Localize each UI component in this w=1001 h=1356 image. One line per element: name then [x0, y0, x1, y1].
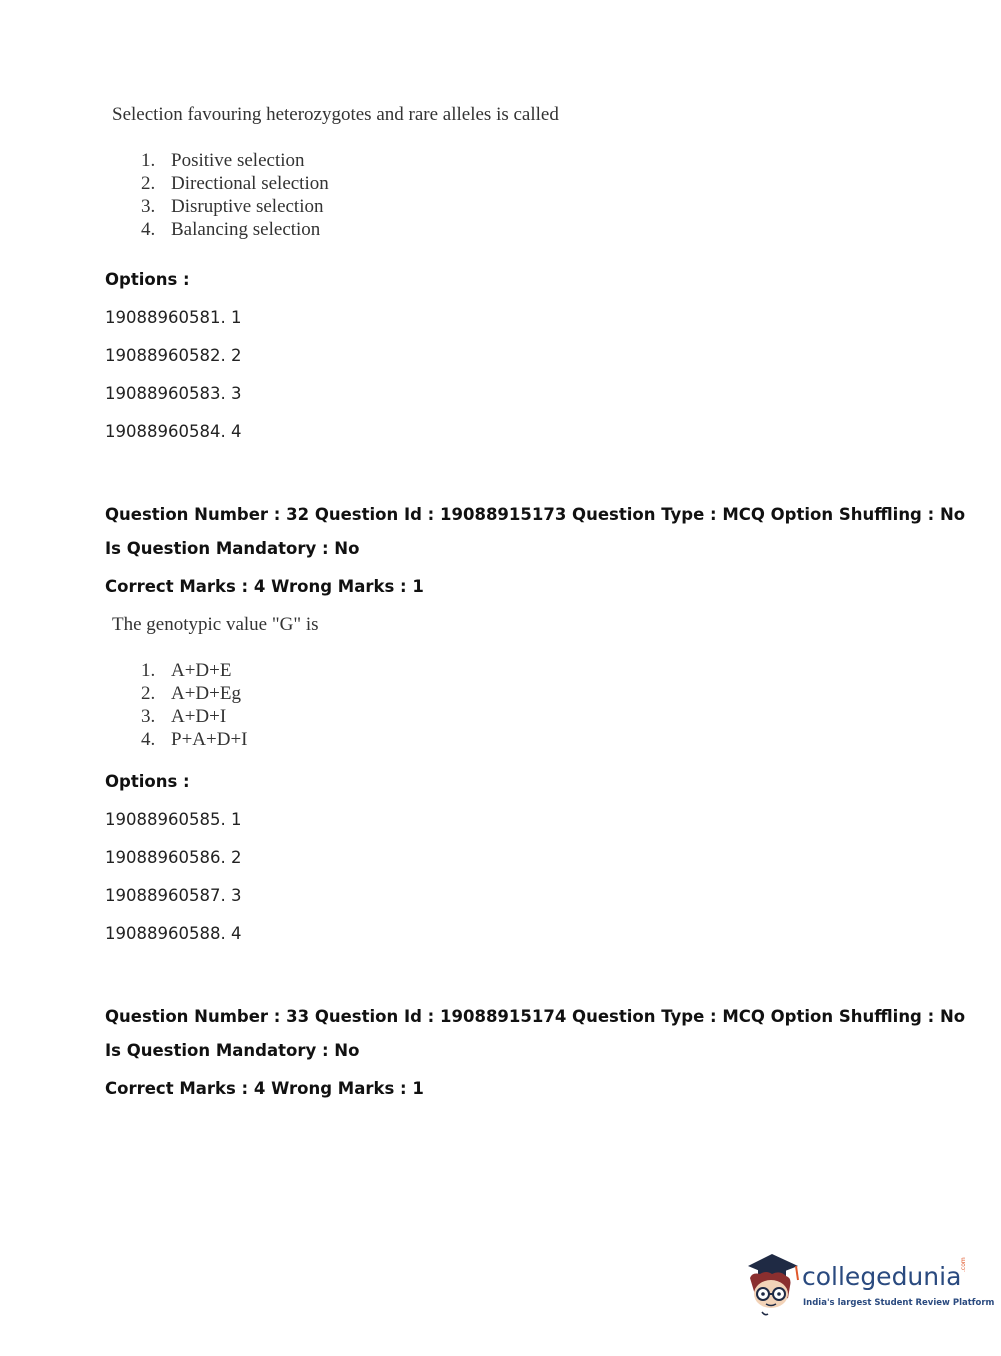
logo-tagline: India's largest Student Review Platform — [803, 1298, 995, 1308]
choice-item — [141, 196, 324, 218]
choice-number: 2. — [141, 683, 156, 704]
option-item: 19088960585. 1 — [105, 810, 242, 829]
question-header: Question Number : 33 Question Id : 19088915174 Question Type : MCQ Option Shuffling : No — [105, 1007, 966, 1026]
choice-number: 3. — [141, 196, 156, 217]
question-mandatory: Is Question Mandatory : No — [105, 1041, 360, 1060]
choice-item — [141, 729, 247, 751]
option-item: 19088960582. 2 — [105, 346, 242, 365]
options-label: Options : — [105, 772, 190, 791]
choice-number: 2. — [141, 173, 156, 194]
option-item: 19088960581. 1 — [105, 308, 242, 327]
logo-dotcom: .com — [960, 1257, 967, 1272]
question-marks: Correct Marks : 4 Wrong Marks : 1 — [105, 577, 424, 596]
question-text: Selection favouring heterozygotes and rare alleles is called — [112, 104, 559, 125]
choice-text: Disruptive selection — [171, 196, 324, 217]
choice-text: A+D+Eg — [171, 683, 241, 704]
mascot-icon — [742, 1250, 802, 1320]
choice-text: A+D+I — [171, 706, 227, 727]
option-item: 19088960587. 3 — [105, 886, 242, 905]
option-item: 19088960583. 3 — [105, 384, 242, 403]
choice-text: Directional selection — [171, 173, 329, 194]
option-item: 19088960588. 4 — [105, 924, 242, 943]
choice-item — [141, 706, 226, 728]
choice-number: 4. — [141, 729, 156, 750]
logo-wordmark: collegedunia — [802, 1262, 962, 1291]
collegedunia-logo — [742, 1250, 995, 1320]
choice-number: 1. — [141, 150, 156, 171]
options-label: Options : — [105, 270, 190, 289]
option-item: 19088960584. 4 — [105, 422, 242, 441]
question-header: Question Number : 32 Question Id : 19088915173 Question Type : MCQ Option Shuffling : No — [105, 505, 966, 524]
choice-number: 3. — [141, 706, 156, 727]
choice-item — [141, 219, 320, 241]
choice-text: Positive selection — [171, 150, 305, 171]
choice-item — [141, 173, 329, 195]
choice-text: Balancing selection — [171, 219, 321, 240]
choice-text: P+A+D+I — [171, 729, 248, 750]
question-marks: Correct Marks : 4 Wrong Marks : 1 — [105, 1079, 424, 1098]
choice-item — [141, 683, 241, 705]
choice-number: 4. — [141, 219, 156, 240]
choice-item — [141, 660, 231, 682]
question-text: The genotypic value "G" is — [112, 614, 319, 635]
choice-text: A+D+E — [171, 660, 232, 681]
choice-number: 1. — [141, 660, 156, 681]
question-mandatory: Is Question Mandatory : No — [105, 539, 360, 558]
option-item: 19088960586. 2 — [105, 848, 242, 867]
choice-item — [141, 150, 305, 172]
